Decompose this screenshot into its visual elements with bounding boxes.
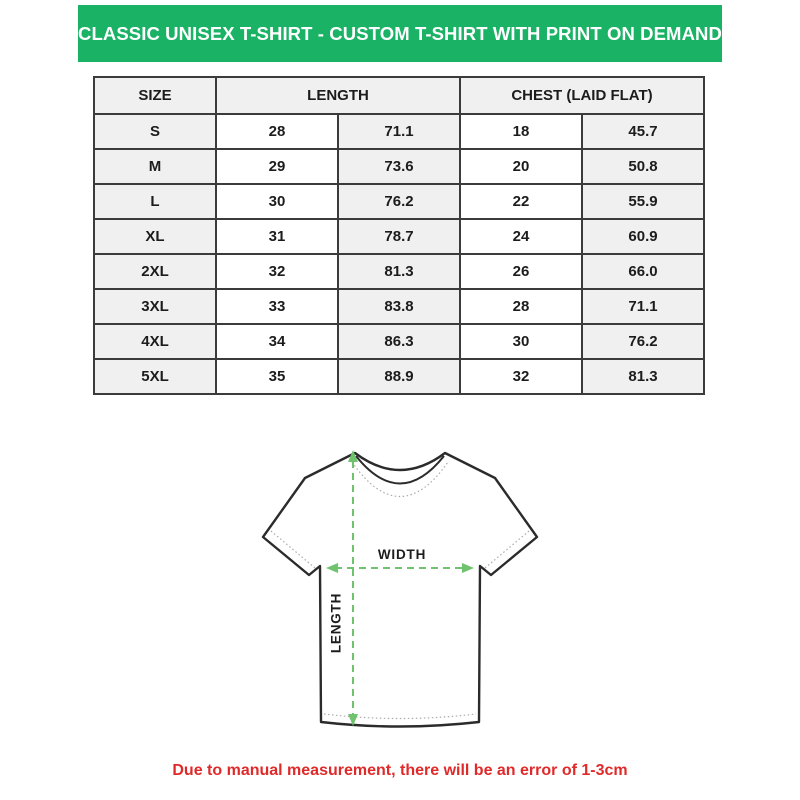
header-banner — [78, 5, 722, 62]
table-row — [94, 184, 704, 219]
width-label: WIDTH — [377, 547, 427, 562]
length-cm-cell: 73.6 — [338, 149, 460, 184]
table-header-row — [94, 77, 704, 114]
size-cell: 2XL — [94, 254, 216, 289]
table-row — [94, 359, 704, 394]
table-row — [94, 114, 704, 149]
chest-cm-cell: 50.8 — [582, 149, 704, 184]
chest-in-cell: 20 — [460, 149, 582, 184]
table-row — [94, 219, 704, 254]
length-in-cell: 28 — [216, 114, 338, 149]
length-cm-cell: 88.9 — [338, 359, 460, 394]
size-cell: 4XL — [94, 324, 216, 359]
chest-in-cell: 24 — [460, 219, 582, 254]
chest-in-cell: 26 — [460, 254, 582, 289]
tshirt-diagram — [240, 435, 560, 745]
length-cm-cell: 83.8 — [338, 289, 460, 324]
length-in-cell: 29 — [216, 149, 338, 184]
size-chart-table — [93, 76, 705, 395]
chest-cm-cell: 45.7 — [582, 114, 704, 149]
length-in-cell: 31 — [216, 219, 338, 254]
length-in-cell: 34 — [216, 324, 338, 359]
length-cm-cell: 81.3 — [338, 254, 460, 289]
size-cell: M — [94, 149, 216, 184]
chest-cm-cell: 71.1 — [582, 289, 704, 324]
chest-in-cell: 18 — [460, 114, 582, 149]
column-header-chest: CHEST (LAID FLAT) — [460, 77, 704, 114]
chest-cm-cell: 55.9 — [582, 184, 704, 219]
measurement-note: Due to manual measurement, there will be an error of 1-3cm — [172, 762, 628, 779]
size-cell: L — [94, 184, 216, 219]
chest-in-cell: 30 — [460, 324, 582, 359]
length-in-cell: 30 — [216, 184, 338, 219]
length-in-cell: 35 — [216, 359, 338, 394]
size-cell: S — [94, 114, 216, 149]
chest-in-cell: 22 — [460, 184, 582, 219]
table-row — [94, 149, 704, 184]
length-label: LENGTH — [328, 592, 344, 654]
table-row — [94, 254, 704, 289]
size-cell: XL — [94, 219, 216, 254]
length-cm-cell: 71.1 — [338, 114, 460, 149]
table-row — [94, 324, 704, 359]
tshirt-outline — [263, 453, 537, 727]
chest-cm-cell: 60.9 — [582, 219, 704, 254]
length-in-cell: 33 — [216, 289, 338, 324]
size-cell: 3XL — [94, 289, 216, 324]
table-row — [94, 289, 704, 324]
length-cm-cell: 76.2 — [338, 184, 460, 219]
chest-cm-cell: 66.0 — [582, 254, 704, 289]
product-title: CLASSIC UNISEX T-SHIRT - CUSTOM T-SHIRT WITH PRINT ON DEMAND — [78, 22, 722, 44]
column-header-length: LENGTH — [216, 77, 460, 114]
chest-cm-cell: 81.3 — [582, 359, 704, 394]
chest-in-cell: 32 — [460, 359, 582, 394]
length-in-cell: 32 — [216, 254, 338, 289]
size-cell: 5XL — [94, 359, 216, 394]
length-cm-cell: 78.7 — [338, 219, 460, 254]
column-header-size: SIZE — [94, 77, 216, 114]
chest-cm-cell: 76.2 — [582, 324, 704, 359]
length-cm-cell: 86.3 — [338, 324, 460, 359]
chest-in-cell: 28 — [460, 289, 582, 324]
